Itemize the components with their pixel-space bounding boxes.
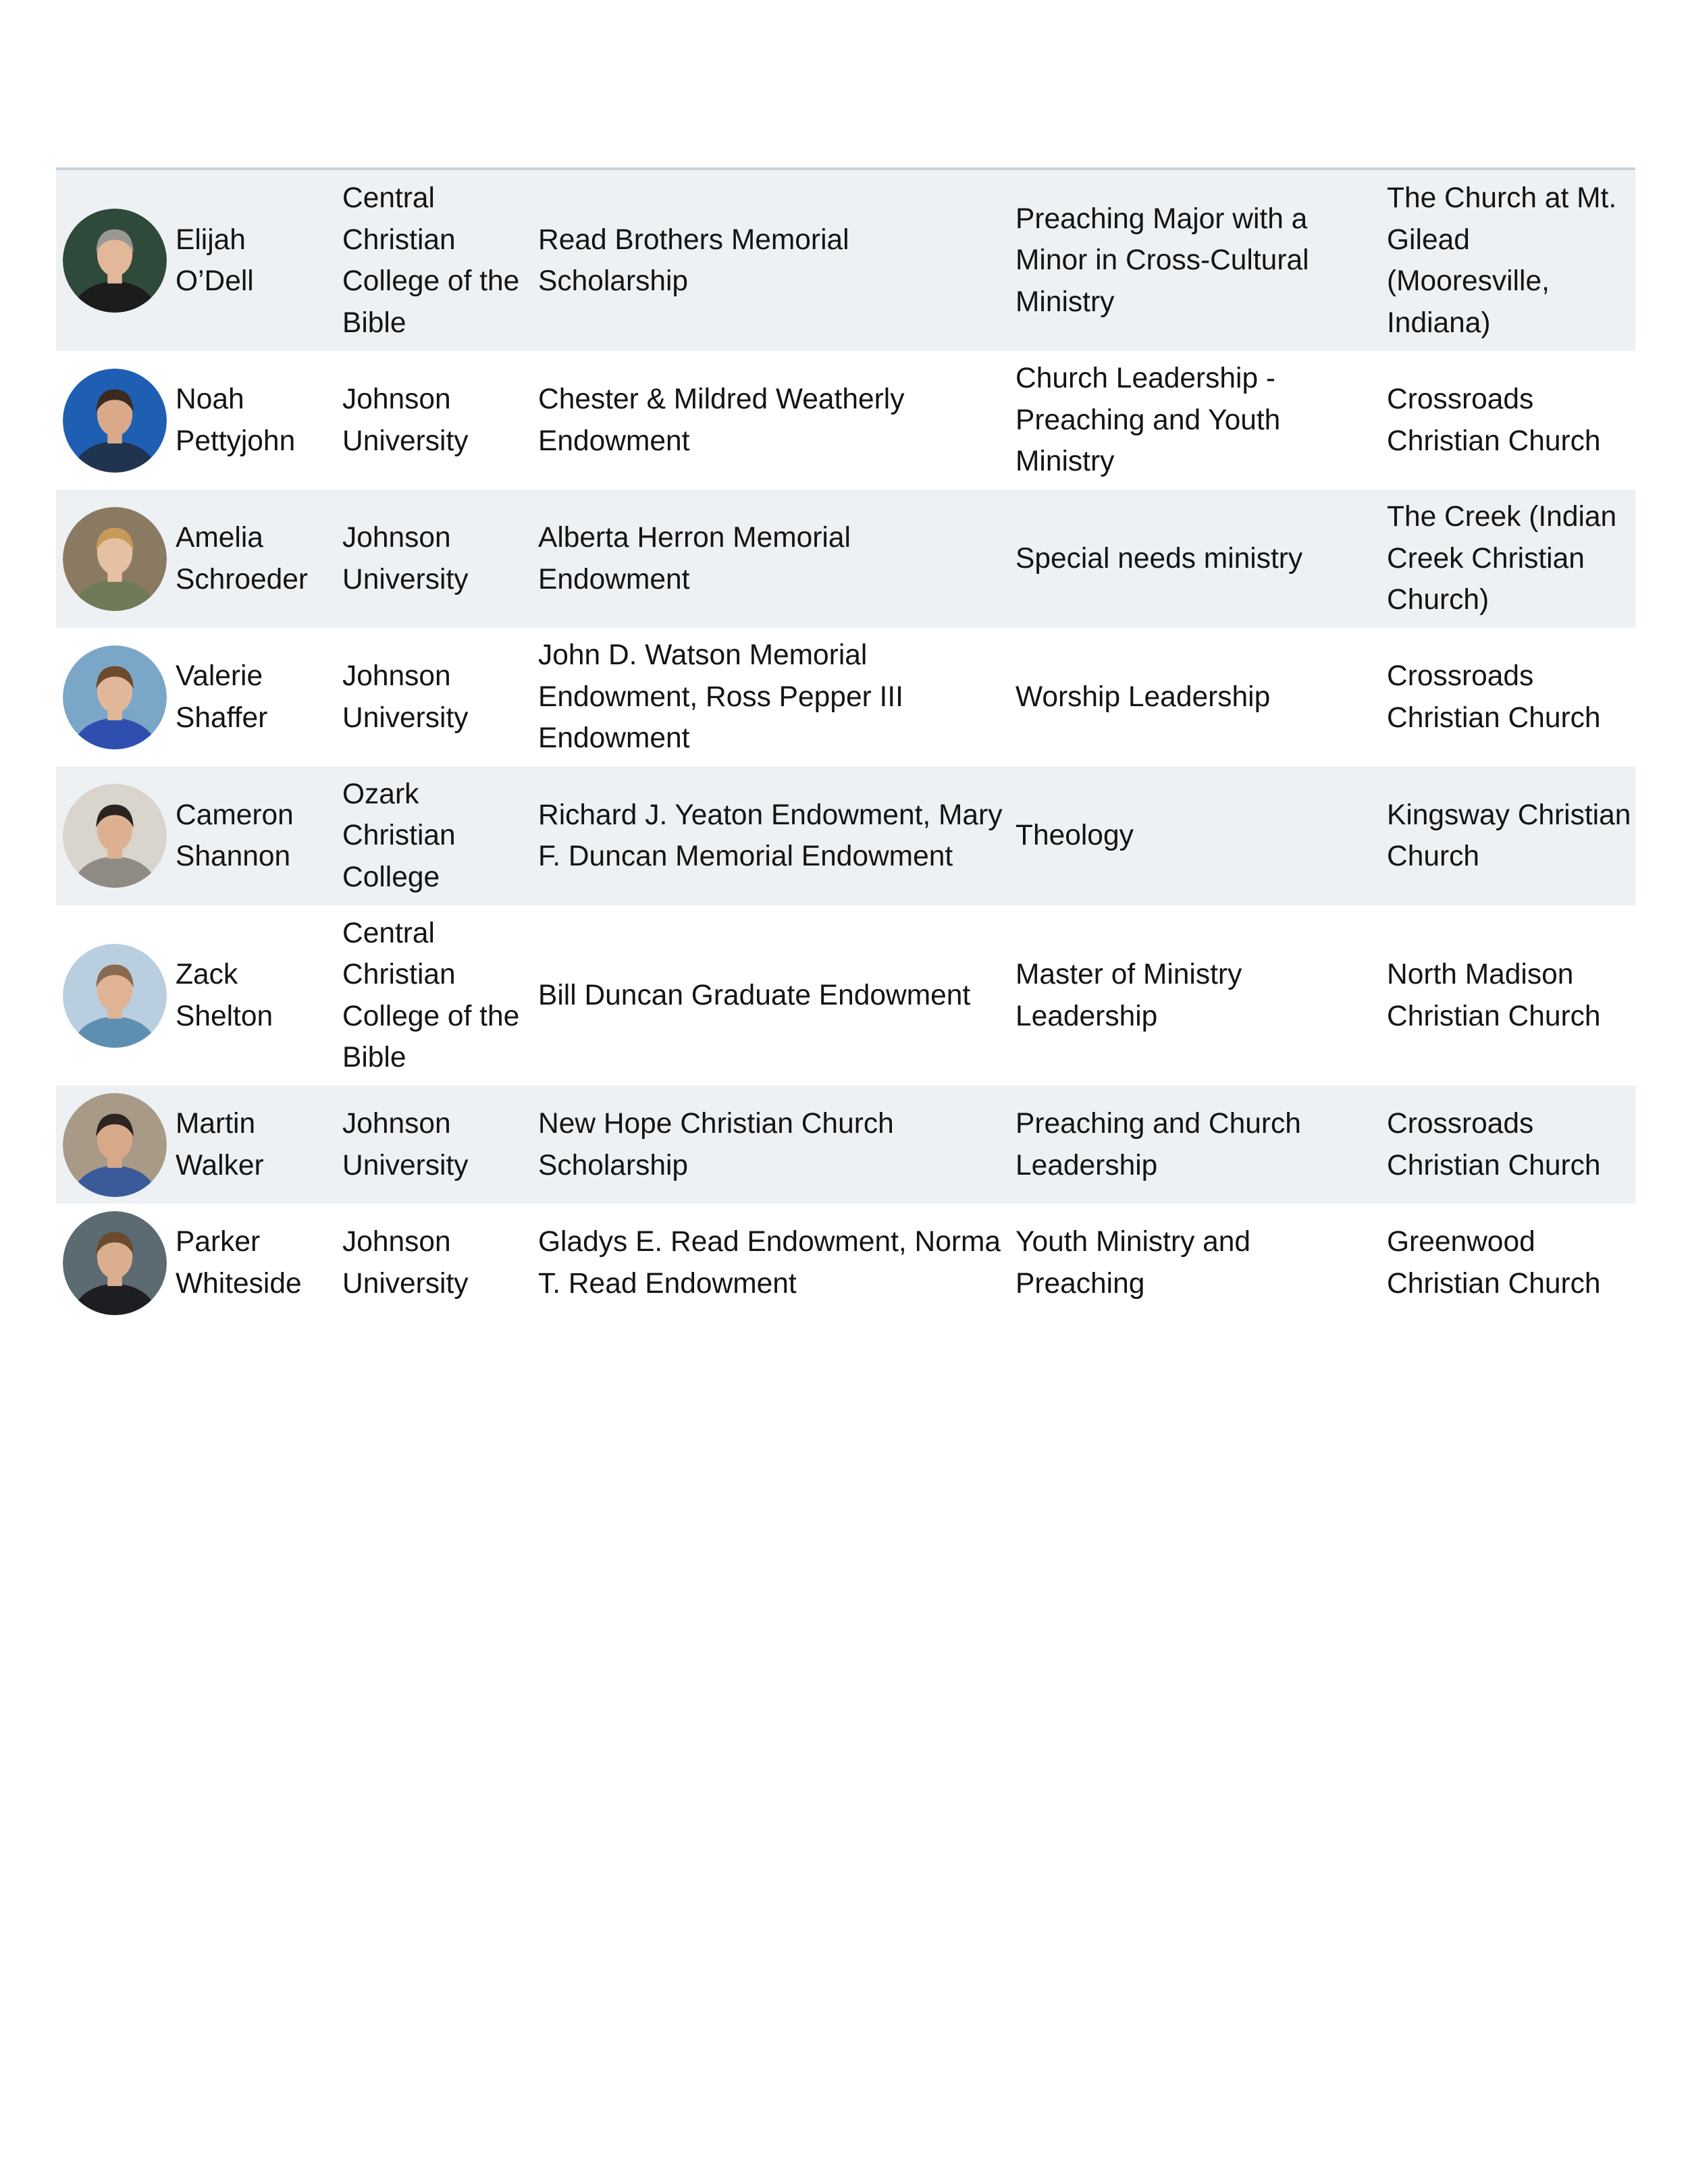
student-name: Parker Whiteside: [176, 1226, 302, 1300]
field-of-study: Special needs ministry: [1016, 542, 1303, 575]
avatar: [63, 1211, 167, 1315]
student-name: Noah Pettyjohn: [176, 383, 296, 457]
home-church: Crossroads Christian Church: [1387, 660, 1601, 734]
photo-cell: [56, 507, 176, 611]
photo-cell: [56, 944, 176, 1048]
home-church: The Creek (Indian Creek Christian Church): [1387, 501, 1617, 616]
scholarship-name: Alberta Herron Memorial Endowment: [538, 522, 851, 595]
person-photo-icon: [63, 944, 167, 1048]
student-name: Martin Walker: [176, 1108, 264, 1181]
scholarship-name: Gladys E. Read Endowment, Norma T. Read Endowment: [538, 1226, 1001, 1300]
school-name: Johnson University: [342, 1226, 469, 1300]
person-photo-icon: [63, 784, 167, 888]
student-name: Cameron Shannon: [176, 799, 294, 872]
person-photo-icon: [63, 369, 167, 473]
school-name: Ozark Christian College: [342, 778, 456, 893]
scholarship-name: John D. Watson Memorial Endowment, Ross Pepper III Endowment: [538, 639, 903, 755]
person-photo-icon: [63, 209, 167, 313]
photo-cell: [56, 1093, 176, 1197]
table-row: [56, 628, 1635, 766]
avatar: [63, 1093, 167, 1197]
scholarship-name: New Hope Christian Church Scholarship: [538, 1108, 894, 1181]
table-row: [56, 351, 1635, 489]
school-name: Johnson University: [342, 1108, 469, 1181]
school-name: Central Christian College of the Bible: [342, 917, 520, 1073]
scholarship-name: Richard J. Yeaton Endowment, Mary F. Duncan Memorial Endowment: [538, 799, 1003, 872]
field-of-study: Preaching Major with a Minor in Cross-Cultural Ministry: [1016, 203, 1309, 318]
avatar: [63, 369, 167, 473]
avatar: [63, 784, 167, 888]
home-church: The Church at Mt. Gilead (Mooresville, Indiana): [1387, 182, 1617, 339]
table-row: [56, 905, 1635, 1086]
photo-cell: [56, 1211, 176, 1315]
school-name: Johnson University: [342, 522, 469, 595]
field-of-study: Church Leadership - Preaching and Youth Ministry: [1016, 363, 1281, 478]
table-row: [56, 1204, 1635, 1322]
table-row: [56, 766, 1635, 905]
table-row: [56, 1086, 1635, 1204]
table-row: [56, 170, 1635, 351]
person-photo-icon: [63, 645, 167, 749]
student-name: Elijah O’Dell: [176, 223, 254, 297]
field-of-study: Master of Ministry Leadership: [1016, 959, 1242, 1032]
field-of-study: Worship Leadership: [1016, 681, 1271, 713]
home-church: Crossroads Christian Church: [1387, 383, 1601, 457]
home-church: North Madison Christian Church: [1387, 959, 1601, 1032]
photo-cell: [56, 209, 176, 313]
home-church: Greenwood Christian Church: [1387, 1226, 1601, 1300]
field-of-study: Youth Ministry and Preaching: [1016, 1226, 1251, 1300]
person-photo-icon: [63, 1211, 167, 1315]
field-of-study: Theology: [1016, 820, 1134, 852]
field-of-study: Preaching and Church Leadership: [1016, 1108, 1301, 1181]
avatar: [63, 507, 167, 611]
avatar: [63, 645, 167, 749]
avatar: [63, 944, 167, 1048]
photo-cell: [56, 369, 176, 473]
scholarship-name: Bill Duncan Graduate Endowment: [538, 979, 971, 1011]
avatar: [63, 209, 167, 313]
scholarship-name: Read Brothers Memorial Scholarship: [538, 223, 849, 297]
school-name: Johnson University: [342, 383, 469, 457]
school-name: Johnson University: [342, 660, 469, 734]
table-row: [56, 489, 1635, 628]
student-name: Valerie Shaffer: [176, 660, 268, 734]
home-church: Crossroads Christian Church: [1387, 1108, 1601, 1181]
student-name: Zack Shelton: [176, 959, 273, 1032]
scholarship-recipients-table: [56, 167, 1635, 1322]
student-name: Amelia Schroeder: [176, 522, 309, 595]
person-photo-icon: [63, 507, 167, 611]
scholarship-name: Chester & Mildred Weatherly Endowment: [538, 383, 905, 457]
school-name: Central Christian College of the Bible: [342, 182, 520, 339]
home-church: Kingsway Christian Church: [1387, 799, 1631, 872]
person-photo-icon: [63, 1093, 167, 1197]
photo-cell: [56, 784, 176, 888]
photo-cell: [56, 645, 176, 749]
